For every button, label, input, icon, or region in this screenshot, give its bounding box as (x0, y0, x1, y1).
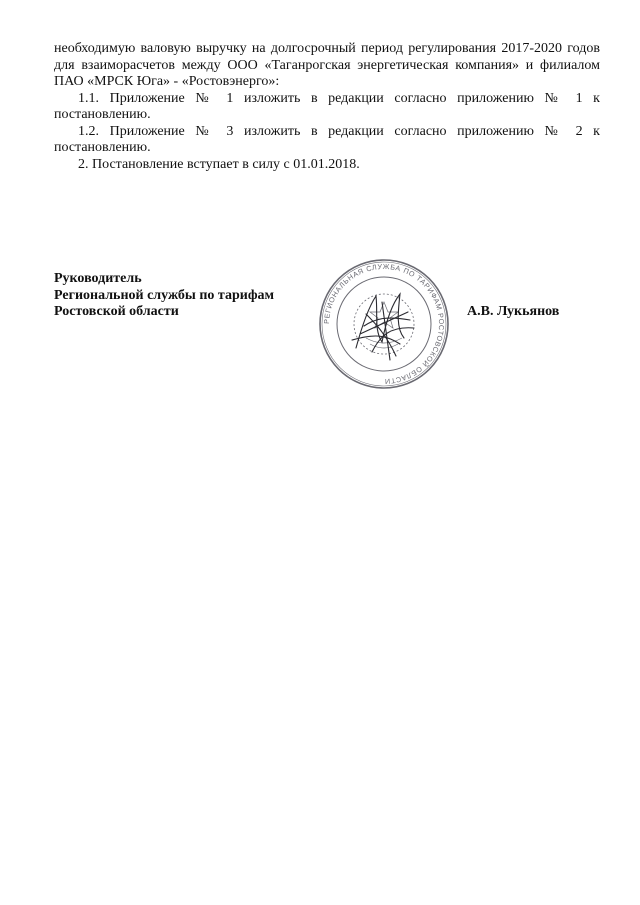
official-seal (316, 256, 452, 392)
svg-text:РЕГИОНАЛЬНАЯ СЛУЖБА ПО ТАРИФАМ (322, 262, 446, 386)
signatory-name: А.В. Лукьянов (467, 304, 560, 319)
position-line-1: Руководитель (54, 271, 142, 286)
seal-ring-text: РЕГИОНАЛЬНАЯ СЛУЖБА ПО ТАРИФАМ РОСТОВСКОЙ ОБЛАСТИ (321, 261, 447, 387)
item-2-paragraph: 2. Постановление вступает в силу с 01.01.2018. (78, 156, 360, 172)
intro-paragraph: необходимую валовую выручку на долгосрочный период регулирования 2017-2020 годов для взаиморасчетов между ООО «Таганрогская энергетическая компания» и филиалом ПАО «МРСК Юга» - «Ростовэнерго»: (54, 41, 600, 89)
position-line-2: Региональной службы по тарифам (54, 287, 275, 303)
signatory-position (54, 271, 274, 321)
item-1-2-paragraph: 1.2. Приложение № 3 изложить в редакции согласно приложению № 2 к постановлению. (54, 123, 600, 155)
item-1-1-paragraph: 1.1. Приложение № 1 изложить в редакции согласно приложению № 1 к постановлению. (54, 90, 600, 122)
document-body (54, 41, 600, 173)
position-line-3: Ростовской области (54, 304, 179, 319)
